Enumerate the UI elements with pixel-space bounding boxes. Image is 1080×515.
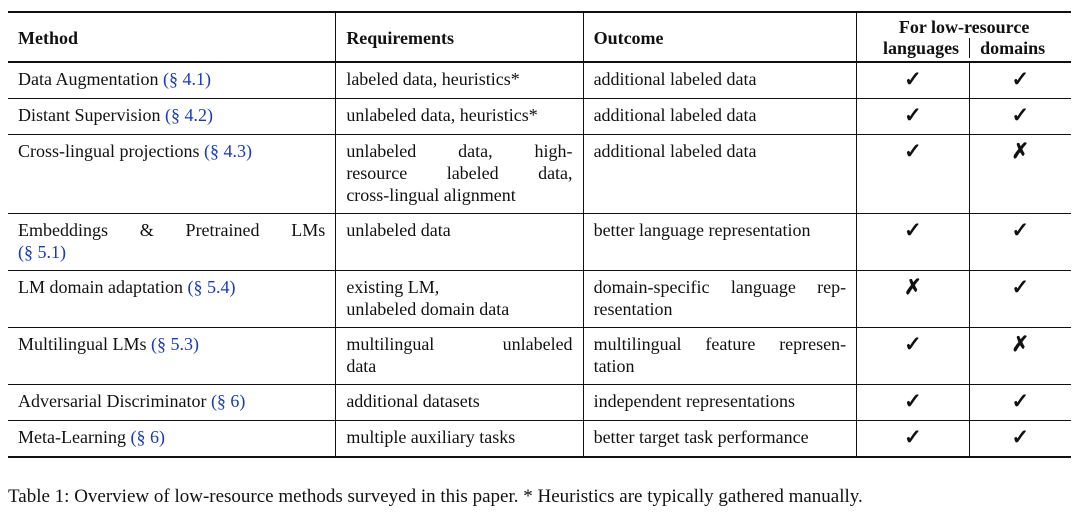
cross-icon: ✗ bbox=[1011, 332, 1030, 356]
requirements-line: cross-lingual alignment bbox=[346, 185, 516, 205]
requirements-line: multilingual unlabeled bbox=[346, 334, 573, 354]
table-body bbox=[8, 62, 1071, 457]
requirements-cell bbox=[336, 271, 583, 328]
method-name: Data Augmentation bbox=[18, 69, 159, 89]
domains-cell bbox=[969, 214, 1071, 271]
checkmark-icon: ✓ bbox=[904, 389, 922, 413]
requirements-cell bbox=[336, 135, 583, 214]
method-name: Multilingual LMs bbox=[18, 334, 147, 354]
header-sub-divider bbox=[969, 38, 970, 58]
header-subcolumns bbox=[867, 38, 1061, 59]
domains-cell bbox=[969, 328, 1071, 385]
checkmark-icon: ✓ bbox=[1011, 389, 1030, 413]
checkmark-icon: ✓ bbox=[904, 425, 922, 449]
method-cell bbox=[8, 421, 336, 458]
requirements-cell bbox=[336, 99, 583, 135]
requirements-cell bbox=[336, 62, 583, 99]
domains-cell bbox=[969, 99, 1071, 135]
method-cell bbox=[8, 99, 336, 135]
checkmark-icon: ✓ bbox=[904, 218, 922, 242]
cross-icon: ✗ bbox=[1011, 139, 1030, 163]
languages-cell bbox=[857, 421, 969, 458]
method-name: Embeddings & Pretrained LMs bbox=[18, 220, 326, 240]
method-cell bbox=[8, 385, 336, 421]
method-name: Distant Supervision bbox=[18, 105, 161, 125]
languages-cell bbox=[857, 99, 969, 135]
outcome-cell bbox=[583, 385, 857, 421]
domains-cell bbox=[969, 135, 1071, 214]
outcome-cell bbox=[583, 62, 857, 99]
checkmark-icon: ✓ bbox=[904, 139, 922, 163]
table-row bbox=[8, 135, 1071, 214]
header-languages: languages bbox=[883, 38, 960, 58]
table-row bbox=[8, 421, 1071, 458]
requirements-line: unlabeled data, heuristics* bbox=[346, 105, 538, 125]
table-caption: Table 1: Overview of low-resource methods surveyed in this paper. * Heuristics are typically gathered manually. bbox=[8, 486, 863, 507]
table-row bbox=[8, 328, 1071, 385]
checkmark-icon: ✓ bbox=[1011, 218, 1030, 242]
outcome-cell bbox=[583, 421, 857, 458]
method-name: Meta-Learning bbox=[18, 427, 126, 447]
outcome-line: additional labeled data bbox=[593, 141, 757, 161]
cross-icon: ✗ bbox=[904, 275, 922, 299]
requirements-line: additional datasets bbox=[346, 391, 480, 411]
header-row bbox=[8, 12, 1071, 62]
requirements-cell bbox=[336, 385, 583, 421]
table-row bbox=[8, 62, 1071, 99]
domains-cell bbox=[969, 421, 1071, 458]
table-row bbox=[8, 271, 1071, 328]
table-row bbox=[8, 214, 1071, 271]
section-reference-link[interactable]: (§ 5.1) bbox=[18, 242, 66, 262]
requirements-line: labeled data, heuristics* bbox=[346, 69, 520, 89]
domains-cell bbox=[969, 271, 1071, 328]
domains-cell bbox=[969, 385, 1071, 421]
method-name: LM domain adaptation bbox=[18, 277, 183, 297]
table-row bbox=[8, 99, 1071, 135]
header-group-title: For low-resource bbox=[898, 17, 1030, 37]
languages-cell bbox=[857, 62, 969, 99]
requirements-line: unlabeled data bbox=[346, 220, 451, 240]
checkmark-icon: ✓ bbox=[1011, 425, 1030, 449]
requirements-line: data bbox=[346, 356, 377, 376]
method-cell bbox=[8, 135, 336, 214]
requirements-line: unlabeled domain data bbox=[346, 299, 510, 319]
outcome-cell bbox=[583, 328, 857, 385]
section-reference-link[interactable]: (§ 6) bbox=[130, 427, 165, 447]
checkmark-icon: ✓ bbox=[904, 332, 922, 356]
checkmark-icon: ✓ bbox=[1011, 275, 1030, 299]
requirements-cell bbox=[336, 328, 583, 385]
section-reference-link[interactable]: (§ 4.3) bbox=[203, 141, 252, 161]
requirements-cell bbox=[336, 214, 583, 271]
outcome-cell bbox=[583, 271, 857, 328]
outcome-line: additional labeled data bbox=[593, 69, 757, 89]
header-domains: domains bbox=[980, 38, 1046, 58]
section-reference-link[interactable]: (§ 4.2) bbox=[165, 105, 213, 125]
outcome-line: multilingual feature represen- bbox=[593, 334, 847, 354]
header-low-resource-group bbox=[857, 12, 1071, 62]
languages-cell bbox=[857, 214, 969, 271]
table-row bbox=[8, 385, 1071, 421]
method-cell bbox=[8, 214, 336, 271]
requirements-line: resource labeled data, bbox=[346, 163, 573, 183]
header-method: Method bbox=[18, 28, 78, 48]
outcome-cell bbox=[583, 99, 857, 135]
header-outcome: Outcome bbox=[583, 12, 857, 62]
languages-cell bbox=[857, 271, 969, 328]
method-cell bbox=[8, 271, 336, 328]
requirements-line: multiple auxiliary tasks bbox=[346, 427, 516, 447]
outcome-line: tation bbox=[593, 356, 635, 376]
outcome-line: better language representation bbox=[593, 220, 811, 240]
languages-cell bbox=[857, 135, 969, 214]
section-reference-link[interactable]: (§ 4.1) bbox=[162, 69, 211, 89]
section-reference-link[interactable]: (§ 5.3) bbox=[151, 334, 200, 354]
header-requirements: Requirements bbox=[336, 12, 583, 62]
overview-table bbox=[8, 11, 1071, 458]
outcome-cell bbox=[583, 135, 857, 214]
outcome-line: better target task performance bbox=[593, 427, 809, 447]
requirements-cell bbox=[336, 421, 583, 458]
outcome-cell bbox=[583, 214, 857, 271]
outcome-line: additional labeled data bbox=[593, 105, 757, 125]
checkmark-icon: ✓ bbox=[1011, 67, 1030, 91]
domains-cell bbox=[969, 62, 1071, 99]
method-name: Adversarial Discriminator bbox=[18, 391, 207, 411]
requirements-line: existing LM, bbox=[346, 277, 440, 297]
outcome-line: domain-specific language rep- bbox=[593, 277, 847, 297]
section-reference-link[interactable]: (§ 6) bbox=[210, 391, 246, 411]
checkmark-icon: ✓ bbox=[904, 103, 922, 127]
outcome-line: independent representations bbox=[593, 391, 795, 411]
languages-cell bbox=[857, 328, 969, 385]
method-cell bbox=[8, 62, 336, 99]
method-name: Cross-lingual projections bbox=[18, 141, 200, 161]
languages-cell bbox=[857, 385, 969, 421]
requirements-line: unlabeled data, high- bbox=[346, 141, 573, 161]
checkmark-icon: ✓ bbox=[904, 67, 922, 91]
outcome-line: resentation bbox=[593, 299, 673, 319]
method-cell bbox=[8, 328, 336, 385]
checkmark-icon: ✓ bbox=[1011, 103, 1030, 127]
section-reference-link[interactable]: (§ 5.4) bbox=[187, 277, 236, 297]
